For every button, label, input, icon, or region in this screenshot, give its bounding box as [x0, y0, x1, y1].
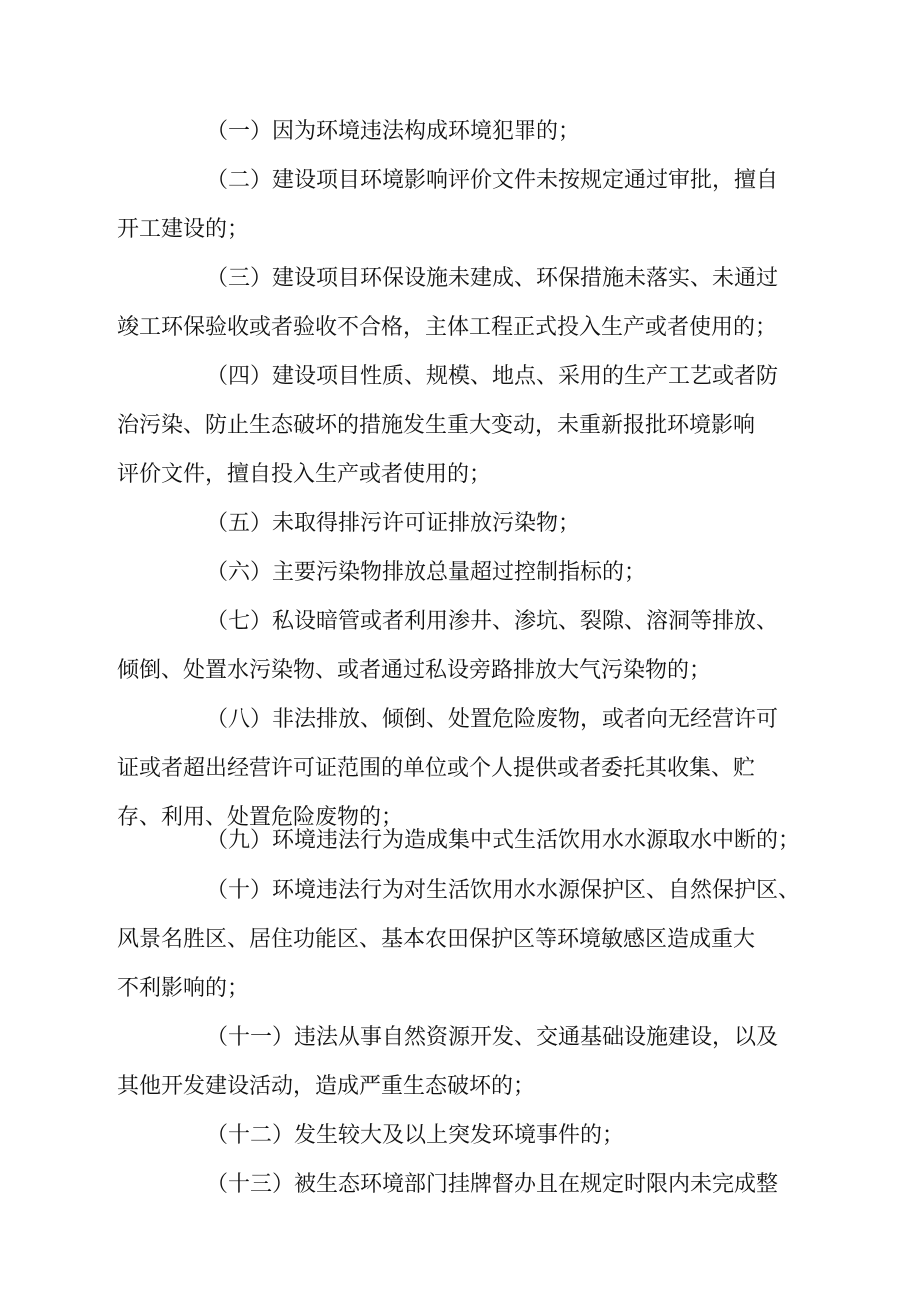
text-line: 证或者超出经营许可证范围的单位或个人提供或者委托其收集、贮: [117, 756, 756, 781]
text-line: 不利影响的；: [117, 976, 250, 1001]
text-line: 倾倒、处置水污染物、或者通过私设旁路排放大气污染物的；: [117, 658, 712, 683]
text-line: （四）建设项目性质、规模、地点、采用的生产工艺或者防: [206, 364, 779, 389]
text-line: 竣工环保验收或者验收不合格，主体工程正式投入生产或者使用的；: [117, 315, 778, 340]
text-line: 存、利用、处置危险废物的；: [117, 805, 404, 830]
text-line: 评价文件，擅自投入生产或者使用的；: [117, 462, 492, 487]
text-line: 其他开发建设活动，造成严重生态破坏的；: [117, 1074, 536, 1099]
text-line: （九）环境违法行为造成集中式生活饮用水水源取水中断的；: [206, 828, 801, 853]
text-line: （六）主要污染物排放总量超过控制指标的；: [206, 560, 647, 585]
text-line: （二）建设项目环境影响评价文件未按规定通过审批，擅自: [206, 168, 779, 193]
text-line: （十一）违法从事自然资源开发、交通基础设施建设，以及: [206, 1025, 779, 1050]
text-line: 治污染、防止生态破坏的措施发生重大变动，未重新报批环境影响: [117, 413, 756, 438]
text-line: （十二）发生较大及以上突发环境事件的；: [206, 1123, 625, 1148]
text-line: （五）未取得排污许可证排放污染物；: [206, 511, 581, 536]
text-line: （三）建设项目环保设施未建成、环保措施未落实、未通过: [206, 266, 779, 291]
text-line: 风景名胜区、居住功能区、基本农田保护区等环境敏感区造成重大: [117, 927, 756, 952]
text-line: （十）环境违法行为对生活饮用水水源保护区、自然保护区、: [206, 878, 801, 903]
text-line: （一）因为环境违法构成环境犯罪的；: [206, 119, 581, 144]
text-line: （十三）被生态环境部门挂牌督办且在规定时限内未完成整: [206, 1172, 779, 1197]
text-line: （七）私设暗管或者利用渗井、渗坑、裂隙、溶洞等排放、: [206, 609, 779, 634]
text-line: 开工建设的；: [117, 217, 250, 242]
text-line: （八）非法排放、倾倒、处置危险废物，或者向无经营许可: [206, 707, 779, 732]
